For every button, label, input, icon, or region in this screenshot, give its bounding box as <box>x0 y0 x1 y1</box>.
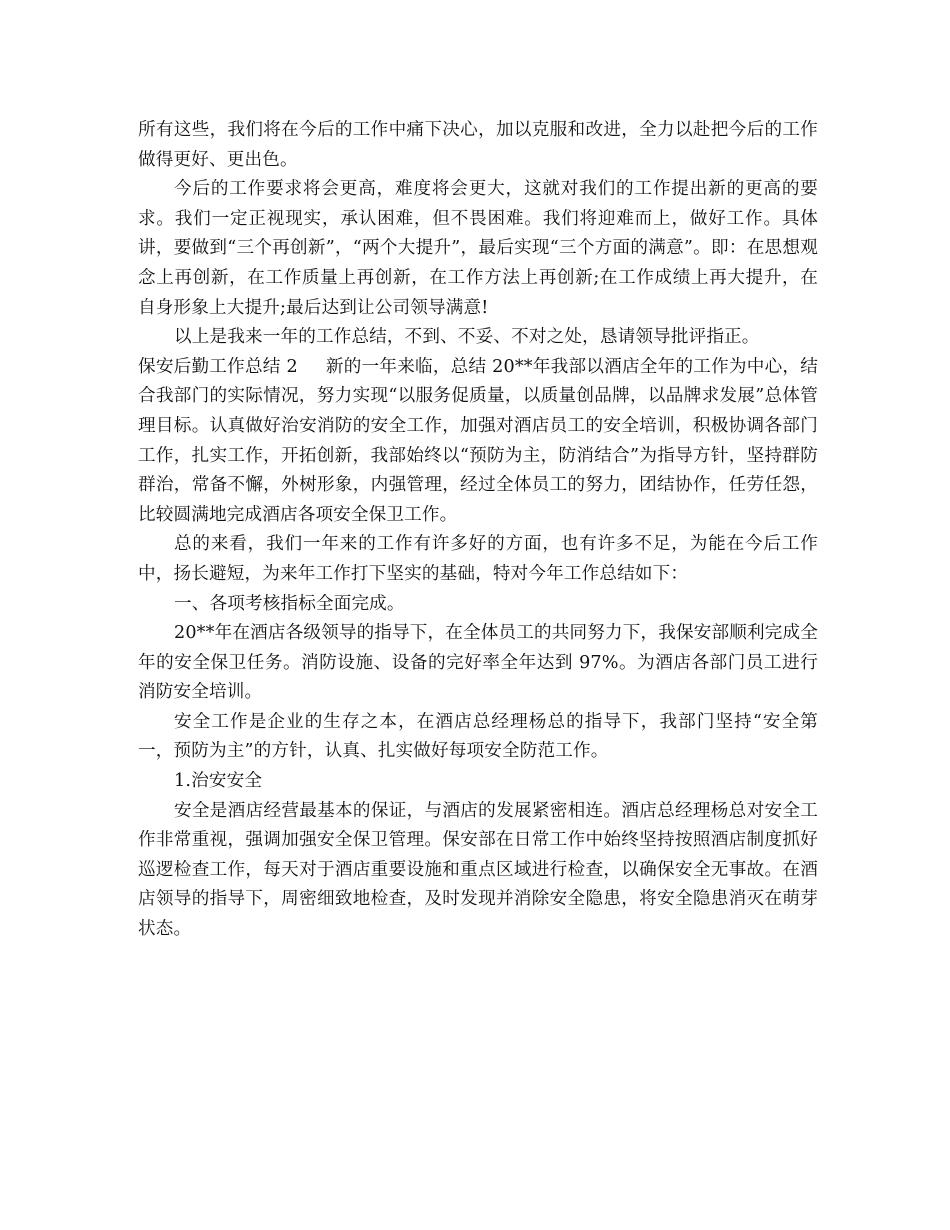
paragraph-overview: 总的来看，我们一年来的工作有许多好的方面，也有许多不足，为能在今后工作中，扬长避短，为来年工作打下坚实的基础，特对今年工作总结如下： <box>138 534 818 584</box>
paragraph-summary-2-text: 新的一年来临，总结 20**年我部以酒店全年的工作为中心，结合我部门的实际情况，努力实现“以服务促质量，以质量创品牌，以品牌求发展”总体管理目标。认真做好治安消防的安全工作，加强对酒店员工的安全培训，积极协调各部门工作，扎实工作，开拓创新，我部始终以“预防为主，防消结合”为指导方针，坚持群防群治，常备不懈，外树形象，内强管理，经过全体员工的努力，团结协作，任劳任怨，比较圆满地完成酒店各项安全保卫工作。 <box>138 356 818 525</box>
paragraph-closing-remark: 以上是我来一年的工作总结，不到、不妥、不对之处，恳请领导批评指正。 <box>174 327 760 348</box>
paragraph-future-requirements: 今后的工作要求将会更高，难度将会更大，这就对我们的工作提出新的更高的要求。我们一定正视现实，承认困难，但不畏困难。我们将迎难而上，做好工作。具体讲，要做到“三个再创新”，“两个大提升”，最后实现“三个方面的满意”。即：在思想观念上再创新，在工作质量上再创新，在工作方法上再创新;在工作成绩上再大提升，在自身形象上大提升;最后达到让公司领导满意! <box>138 179 818 318</box>
document-body <box>138 116 818 945</box>
heading-public-security: 1.治安安全 <box>174 771 263 792</box>
paragraph-safety-policy: 安全工作是企业的生存之本，在酒店总经理杨总的指导下，我部门坚持“安全第一，预防为主”的方针，认真、扎实做好每项安全防范工作。 <box>138 711 818 762</box>
heading-section-one: 一、各项考核指标全面完成。 <box>174 593 405 614</box>
paragraph-conclusion: 所有这些，我们将在今后的工作中痛下决心，加以克服和改进，全力以赴把今后的工作做得更好、更出色。 <box>138 120 818 170</box>
section-heading: 保安后勤工作总结 2 <box>138 356 298 377</box>
paragraph-public-security: 安全是酒店经营最基本的保证，与酒店的发展紧密相连。酒店总经理杨总对安全工作非常重视，强调加强安全保卫管理。保安部在日常工作中始终坚持按照酒店制度抓好巡逻检查工作，每天对于酒店重要设施和重点区域进行检查，以确保安全无事故。在酒店领导的指导下，周密细致地检查，及时发现并消除安全隐患，将安全隐患消灭在萌芽状态。 <box>138 800 818 940</box>
paragraph-annual-tasks: 20**年在酒店各级领导的指导下，在全体员工的共同努力下，我保安部顺利完成全年的安全保卫任务。消防设施、设备的完好率全年达到 97%。为酒店各部门员工进行消防安全培训。 <box>138 623 818 703</box>
paragraph-summary-2 <box>138 353 818 531</box>
